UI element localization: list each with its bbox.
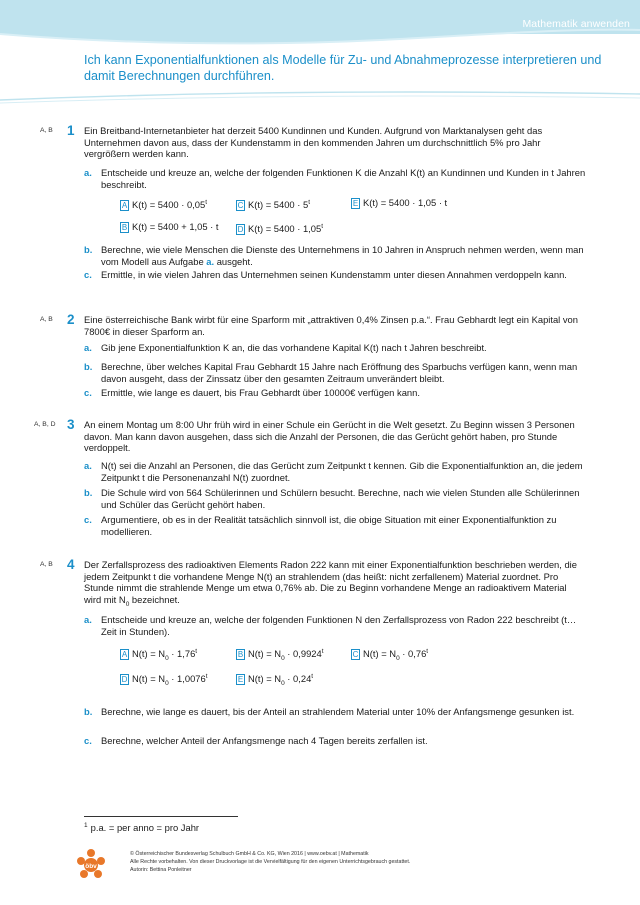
checkbox[interactable]: A xyxy=(121,650,128,660)
task-4-option-e[interactable] xyxy=(236,671,313,690)
task-1-option-a[interactable] xyxy=(120,197,207,211)
checkbox[interactable]: D xyxy=(237,225,244,235)
task-4c xyxy=(84,735,589,747)
checkbox[interactable]: A xyxy=(121,201,128,211)
task-4-option-d[interactable] xyxy=(120,671,208,690)
option-formula: K(t) = 5400 · 1,05 · t xyxy=(363,197,448,208)
option-index: 0 xyxy=(281,655,285,662)
decorative-lines xyxy=(0,88,640,106)
option-formula: N(t) = N xyxy=(248,673,282,685)
task-4-tags: A, B xyxy=(40,561,53,568)
task-4c-letter: c. xyxy=(84,735,92,746)
task-3c xyxy=(84,514,589,537)
option-formula: N(t) = N xyxy=(248,648,282,660)
task-4-intro-symbol: N xyxy=(118,593,126,605)
option-formula-end: · 1,76 xyxy=(168,648,196,660)
task-1a-text: Entscheide und kreuze an, welche der folgenden Funktionen K die Anzahl K(t) an Kundinnen und Kunden in t Jahren beschreibt. xyxy=(101,167,586,190)
task-2b-letter: b. xyxy=(84,361,93,372)
header-section-label: Mathematik anwenden xyxy=(522,18,630,30)
task-4a-text: Entscheide und kreuze an, welche der folgenden Funktionen N den Zerfallsprozess von Radon 222 beschreibt (t… Zeit in Stunden). xyxy=(101,614,577,637)
option-formula-end: · 0,9924 xyxy=(284,648,322,660)
option-formula: K(t) = 5400 · 0,05 xyxy=(132,199,206,211)
option-index: 0 xyxy=(396,655,400,662)
publisher-logo-icon xyxy=(76,848,106,882)
task-4c-text: Berechne, welcher Anteil der Anfangsmenge nach 4 Tagen bereits zerfallen ist. xyxy=(101,735,428,746)
option-formula: N(t) = N xyxy=(132,673,166,685)
option-formula-end: · 1,0076 xyxy=(168,673,206,685)
task-1b-text-end: ausgeht. xyxy=(214,255,253,267)
task-4a-letter: a. xyxy=(84,614,92,625)
option-index: 0 xyxy=(281,680,285,687)
task-3b-text: Die Schule wird von 564 Schülerinnen und Schülern besucht. Berechne, nach wie vielen Stunden alle Schülerinnen und Schüler das Gerücht gehört haben. xyxy=(101,487,580,510)
task-1c xyxy=(84,269,589,281)
task-4a xyxy=(84,614,589,637)
task-1-option-d[interactable] xyxy=(236,221,323,235)
task-4-intro-text: Der Zerfallsprozess des radioaktiven Elements Radon 222 kann mit einer Exponentialfunktion beschrieben werden, die jedem Zeitpunkt t die vorhandene Menge N(t) an strahlendem (das heißt: nicht zerfallenem) Material zuordnet. Pro Stunde nimmt die strahlende Menge um etwa 0,76% ab. Die zu Beginn vorhandene Menge an radioaktivem Material wird mit xyxy=(84,559,577,605)
task-1a xyxy=(84,167,589,190)
option-exponent: t xyxy=(321,648,324,655)
footnote xyxy=(84,822,199,833)
task-2b xyxy=(84,361,589,384)
option-index: 0 xyxy=(165,680,169,687)
task-3a xyxy=(84,460,589,483)
task-4b-text: Berechne, wie lange es dauert, bis der Anteil an strahlendem Material unter 10% der Anfangsmenge gesunken ist. xyxy=(101,706,575,717)
footer-rights: Alle Rechte vorbehalten. Von dieser Druckvorlage ist die Vervielfältigung für den eigenen Unterrichtsgebrauch gestattet. xyxy=(130,859,411,865)
option-formula: K(t) = 5400 + 1,05 · t xyxy=(132,221,219,232)
footer-copyright: © Österreichischer Bundesverlag Schulbuch GmbH & Co. KG, Wien 2016 | www.oebv.at | Mathematik xyxy=(130,851,369,857)
task-1c-text: Ermittle, in wie vielen Jahren das Unternehmen seinen Kundenstamm unter diesen Annahmen verdoppeln kann. xyxy=(101,269,567,280)
task-3b-letter: b. xyxy=(84,487,93,498)
task-3c-text: Argumentiere, ob es in der Realität tatsächlich sinnvoll ist, die obige Situation mit einer Exponentialfunktion zu modellieren. xyxy=(101,514,557,537)
option-exponent: t xyxy=(308,199,310,206)
checkbox[interactable]: C xyxy=(352,650,359,660)
footnote-text: p.a. = per anno = pro Jahr xyxy=(90,822,200,834)
task-1-tags: A, B xyxy=(40,127,53,134)
task-3b xyxy=(84,487,589,510)
task-2c xyxy=(84,387,589,399)
task-3-tags: A, B, D xyxy=(34,421,56,428)
option-formula-end: · 0,24 xyxy=(284,673,312,685)
task-1b-letter: b. xyxy=(84,244,93,255)
task-4-option-c[interactable] xyxy=(351,646,428,665)
task-4-number: 4 xyxy=(67,557,75,572)
checkbox[interactable]: B xyxy=(237,650,244,660)
footnote-rule xyxy=(84,816,238,817)
task-1c-letter: c. xyxy=(84,269,92,280)
task-4-intro xyxy=(84,559,584,610)
task-1-option-c[interactable] xyxy=(236,197,310,211)
task-1-intro: Ein Breitband-Internetanbieter hat derzeit 5400 Kundinnen und Kunden. Aufgrund von Marktanalysen geht das Unternehmen davon aus, dass der Kundenstamm in den kommenden Jahren um durchschnittlich 5% pro Jahr vergrößern werden kann. xyxy=(84,125,543,160)
footer-author: Autorin: Bettina Ponleitner xyxy=(130,867,192,873)
option-formula: K(t) = 5400 · 5 xyxy=(248,199,309,211)
task-2a-text: Gib jene Exponentialfunktion K an, die das vorhandene Kapital K(t) nach t Jahren beschreibt. xyxy=(101,342,487,353)
footer xyxy=(130,850,530,874)
task-2-tags: A, B xyxy=(40,316,53,323)
task-2-intro: Eine österreichische Bank wirbt für eine Sparform mit „attraktiven 0,4% Zinsen p.a.“. Frau Gebhardt legt ein Kapital von 7800€ in dieser Sparform an. xyxy=(84,314,578,337)
task-4-option-b[interactable] xyxy=(236,646,324,665)
option-formula-end: · 0,76 xyxy=(399,648,427,660)
checkbox[interactable]: E xyxy=(237,675,244,685)
task-3a-letter: a. xyxy=(84,460,92,471)
option-index: 0 xyxy=(165,655,169,662)
task-1-option-b[interactable] xyxy=(120,221,219,233)
logo-text: öbv xyxy=(85,863,97,870)
task-4-option-a[interactable] xyxy=(120,646,197,665)
option-formula: N(t) = N xyxy=(363,648,397,660)
task-1-number: 1 xyxy=(67,123,75,138)
learning-objective: Ich kann Exponentialfunktionen als Modelle für Zu- und Abnahmeprozesse interpretieren und damit Berechnungen durchführen. xyxy=(84,53,602,83)
task-3-number: 3 xyxy=(67,417,75,432)
task-2a-letter: a. xyxy=(84,342,92,353)
task-4b xyxy=(84,706,589,718)
task-2c-text: Ermittle, wie lange es dauert, bis Frau Gebhardt über 10000€ verfügen kann. xyxy=(101,387,420,398)
option-exponent: t xyxy=(426,648,429,655)
task-2c-letter: c. xyxy=(84,387,92,398)
task-3-intro: An einem Montag um 8:00 Uhr früh wird in einer Schule ein Gerücht in die Welt gesetzt. Zu Beginn wissen 3 Personen davon. Man kann davon ausgehen, dass sich die Anzahl der Personen, die das Gerücht gehört haben, pro Stunde verdoppelt. xyxy=(84,419,575,454)
task-1a-letter: a. xyxy=(84,167,92,178)
option-exponent: t xyxy=(205,673,208,680)
task-4-intro-symbol-index: 0 xyxy=(125,600,130,608)
task-2a xyxy=(84,342,589,354)
task-2-number: 2 xyxy=(67,312,75,327)
option-exponent: t xyxy=(321,223,324,230)
task-3a-text: N(t) sei die Anzahl an Personen, die das Gerücht zum Zeitpunkt t kennen. Gib die Exponentialfunktion an, die jedem Zeitpunkt t die Personenanzahl N(t) zuordnet. xyxy=(101,460,583,483)
option-exponent: t xyxy=(195,648,198,655)
option-formula: K(t) = 5400 · 1,05 xyxy=(248,223,322,235)
option-exponent: t xyxy=(205,199,208,206)
option-formula: N(t) = N xyxy=(132,648,166,660)
task-1b-reference: a. xyxy=(206,255,215,267)
task-4b-letter: b. xyxy=(84,706,93,717)
task-3c-letter: c. xyxy=(84,514,92,525)
checkbox[interactable]: C xyxy=(237,201,244,211)
task-1b xyxy=(84,244,589,267)
task-4-intro-end: bezeichnet. xyxy=(129,593,180,605)
option-exponent: t xyxy=(311,673,314,680)
task-1b-text: Berechne, wie viele Menschen die Dienste des Unternehmens in 10 Jahren in Anspruch nehmen werden, wenn man vom Modell aus Aufgabe xyxy=(101,244,584,267)
task-2b-text: Berechne, über welches Kapital Frau Gebhardt 15 Jahre nach Eröffnung des Sparbuchs verfügen kann, wenn man davon ausgeht, dass der Zinssatz über den gesamten Zeitraum unverändert bleibt. xyxy=(101,361,578,384)
checkbox[interactable]: B xyxy=(121,223,128,233)
checkbox[interactable]: E xyxy=(352,199,359,209)
task-1-option-e[interactable] xyxy=(351,197,447,209)
footnote-mark: 1 xyxy=(84,822,88,829)
checkbox[interactable]: D xyxy=(121,675,128,685)
